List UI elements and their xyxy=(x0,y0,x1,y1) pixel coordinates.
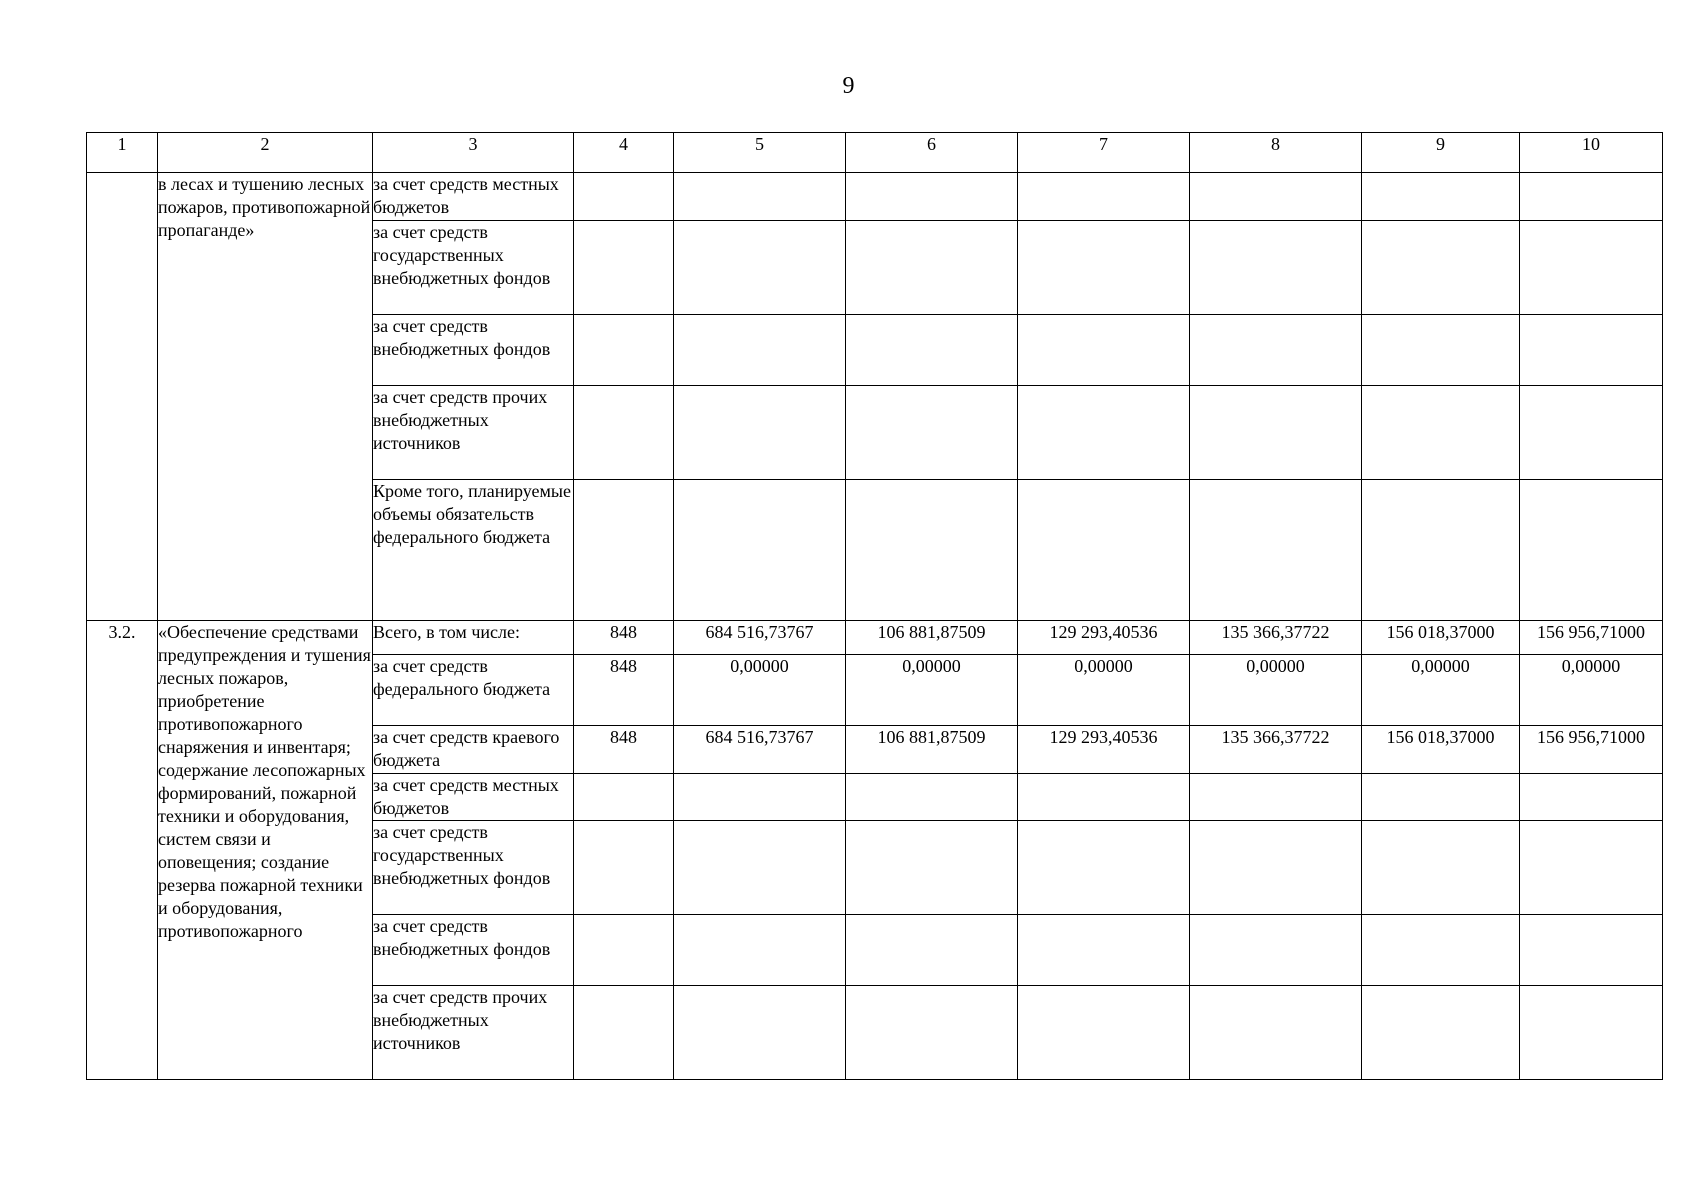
funding-source: за счет средств внебюджетных фондов xyxy=(373,315,574,386)
funding-source: за счет средств прочих внебюджетных источников xyxy=(373,386,574,480)
funding-source: Кроме того, планируемые объемы обязательств федерального бюджета xyxy=(373,480,574,621)
funding-source: за счет средств краевого бюджета xyxy=(373,726,574,774)
amount-cell: 156 018,37000 xyxy=(1362,621,1520,655)
table-row xyxy=(87,621,1663,655)
budget-code: 848 xyxy=(574,621,674,655)
header-row xyxy=(87,133,1663,173)
amount-cell: 129 293,40536 xyxy=(1018,621,1190,655)
amount-cell: 156 956,71000 xyxy=(1520,726,1663,774)
amount-cell: 0,00000 xyxy=(1190,655,1362,726)
header-cell: 10 xyxy=(1520,133,1663,173)
header-cell: 9 xyxy=(1362,133,1520,173)
amount-cell: 0,00000 xyxy=(1520,655,1663,726)
header-cell: 6 xyxy=(846,133,1018,173)
funding-source: за счет средств прочих внебюджетных источников xyxy=(373,986,574,1080)
budget-code: 848 xyxy=(574,726,674,774)
header-cell: 4 xyxy=(574,133,674,173)
header-cell: 3 xyxy=(373,133,574,173)
funding-source: Всего, в том числе: xyxy=(373,621,574,655)
header-cell: 2 xyxy=(158,133,373,173)
header-cell: 8 xyxy=(1190,133,1362,173)
budget-table xyxy=(86,132,1663,1080)
amount-cell: 0,00000 xyxy=(1362,655,1520,726)
amount-cell: 135 366,37722 xyxy=(1190,726,1362,774)
amount-cell: 135 366,37722 xyxy=(1190,621,1362,655)
amount-cell: 156 018,37000 xyxy=(1362,726,1520,774)
budget-code: 848 xyxy=(574,655,674,726)
funding-source: за счет средств местных бюджетов xyxy=(373,774,574,821)
funding-source: за счет средств государственных внебюджетных фондов xyxy=(373,821,574,915)
header-cell: 7 xyxy=(1018,133,1190,173)
funding-source: за счет средств внебюджетных фондов xyxy=(373,915,574,986)
amount-cell: 0,00000 xyxy=(674,655,846,726)
measure-description: «Обеспечение средствами предупреждения и тушения лесных пожаров, приобретение противопожарного снаряжения и инвентаря; содержание лесопожарных формирований, пожарной техники и оборудования, систем связи и оповещения; создание резерва пожарной техники и оборудования, противопожарного xyxy=(158,621,373,1080)
amount-cell: 106 881,87509 xyxy=(846,621,1018,655)
amount-cell: 684 516,73767 xyxy=(674,621,846,655)
funding-source: за счет средств федерального бюджета xyxy=(373,655,574,726)
amount-cell: 0,00000 xyxy=(1018,655,1190,726)
header-cell: 5 xyxy=(674,133,846,173)
amount-cell: 684 516,73767 xyxy=(674,726,846,774)
amount-cell: 129 293,40536 xyxy=(1018,726,1190,774)
amount-cell: 0,00000 xyxy=(846,655,1018,726)
page-number: 9 xyxy=(842,73,855,99)
measure-description: в лесах и тушению лесных пожаров, противопожарной пропаганде» xyxy=(158,173,373,621)
header-cell: 1 xyxy=(87,133,158,173)
funding-source: за счет средств государственных внебюджетных фондов xyxy=(373,221,574,315)
funding-source: за счет средств местных бюджетов xyxy=(373,173,574,221)
table-row xyxy=(87,173,1663,221)
amount-cell: 156 956,71000 xyxy=(1520,621,1663,655)
index-cell xyxy=(87,173,158,621)
row-index: 3.2. xyxy=(87,621,158,1080)
amount-cell: 106 881,87509 xyxy=(846,726,1018,774)
